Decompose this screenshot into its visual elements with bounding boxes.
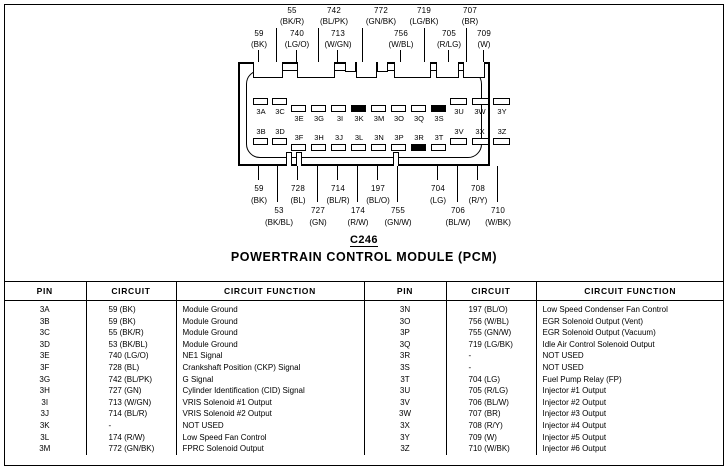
header-circuit-right: CIRCUIT bbox=[446, 282, 536, 301]
lead-line-bottom bbox=[277, 166, 278, 202]
pin-label-3T: 3T bbox=[434, 133, 444, 142]
cell-function-left: Module Ground bbox=[176, 339, 364, 351]
bottom-wire-number-714: 714 bbox=[331, 184, 345, 193]
bottom-wire-color-197: (BL/O) bbox=[366, 196, 390, 205]
cell-function-right: NOT USED bbox=[542, 351, 584, 361]
cell-function-left: Module Ground bbox=[176, 327, 364, 339]
cell-function-right: EGR Solenoid Output (Vent) bbox=[542, 316, 643, 326]
lead-line-top bbox=[362, 28, 363, 62]
connector-keyway-notch bbox=[377, 62, 388, 72]
cell-circuit-right: 705 (R/LG) bbox=[446, 385, 536, 397]
header-function-right: CIRCUIT FUNCTION bbox=[536, 282, 724, 301]
connector-keyway-notch-bottom bbox=[393, 152, 399, 166]
cell-pin-right: 3O bbox=[364, 316, 446, 328]
cell-pin-left: 3H bbox=[4, 385, 86, 397]
top-wire-number-719: 719 bbox=[417, 6, 431, 15]
cell-pin-right: 3Q bbox=[364, 339, 446, 351]
pin-label-3S: 3S bbox=[434, 114, 444, 123]
top-wire-number-742: 742 bbox=[327, 6, 341, 15]
header-pin-right: PIN bbox=[364, 282, 446, 301]
cell-circuit-right: 756 (W/BL) bbox=[446, 316, 536, 328]
bottom-wire-color-728: (BL) bbox=[290, 196, 306, 205]
pin-label-3Q: 3Q bbox=[413, 114, 424, 123]
cell-pin-left: 3E bbox=[4, 350, 86, 362]
lead-line-top bbox=[424, 28, 425, 62]
cell-function-left: VRIS Solenoid #1 Output bbox=[176, 397, 364, 409]
table-row bbox=[4, 316, 724, 328]
cell-function-left: Cylinder Identification (CID) Signal bbox=[176, 385, 364, 397]
table-body bbox=[4, 301, 724, 455]
top-wire-color-713: (W/GN) bbox=[324, 40, 352, 49]
cell-circuit-left: - bbox=[86, 420, 176, 432]
lead-line-top bbox=[276, 28, 277, 62]
pin-label-3U: 3U bbox=[454, 107, 464, 116]
pin-label-3H: 3H bbox=[314, 133, 324, 142]
cell-function-right: Injector #4 Output bbox=[542, 420, 607, 430]
lead-line-bottom bbox=[297, 166, 298, 180]
cavity-3X bbox=[472, 138, 489, 145]
cell-pin-right: 3U bbox=[364, 385, 446, 397]
cavity-3K bbox=[351, 105, 366, 112]
cavity-3J bbox=[331, 144, 346, 151]
pin-label-3C: 3C bbox=[275, 107, 285, 116]
pin-label-3D: 3D bbox=[275, 127, 285, 136]
cavity-3V bbox=[450, 138, 467, 145]
cavity-3S bbox=[431, 105, 446, 112]
cell-function-left: Module Ground bbox=[176, 301, 364, 316]
cavity-3P bbox=[391, 144, 406, 151]
cavity-3C bbox=[272, 98, 287, 105]
lead-line-bottom bbox=[497, 166, 498, 202]
table-row bbox=[4, 385, 724, 397]
cell-circuit-left: 55 (BK/R) bbox=[86, 327, 176, 339]
cell-pin-right: 3W bbox=[364, 408, 446, 420]
pin-label-3R: 3R bbox=[414, 133, 424, 142]
cell-pin-right: 3T bbox=[364, 374, 446, 386]
lead-line-bottom bbox=[258, 166, 259, 180]
table-row bbox=[4, 374, 724, 386]
table-header-row bbox=[4, 282, 724, 301]
connector-keyway-notch-bottom bbox=[286, 152, 292, 166]
cell-pin-right: 3Y bbox=[364, 432, 446, 444]
pin-label-3G: 3G bbox=[313, 114, 324, 123]
cell-circuit-left: 53 (BK/BL) bbox=[86, 339, 176, 351]
cavity-3F bbox=[291, 144, 306, 151]
cavity-3R bbox=[411, 144, 426, 151]
cell-pin-right: 3R bbox=[364, 350, 446, 362]
cavity-3O bbox=[391, 105, 406, 112]
cell-pin-left: 3F bbox=[4, 362, 86, 374]
bottom-wire-color-755: (GN/W) bbox=[384, 218, 412, 227]
cell-circuit-left: 727 (GN) bbox=[86, 385, 176, 397]
top-wire-number-709: 709 bbox=[477, 29, 491, 38]
top-wire-color-719: (LG/BK) bbox=[409, 17, 439, 26]
cell-circuit-right: 706 (BL/W) bbox=[446, 397, 536, 409]
pin-label-3Z: 3Z bbox=[497, 127, 507, 136]
pin-label-3I: 3I bbox=[336, 114, 344, 123]
pin-label-3W: 3W bbox=[474, 107, 486, 116]
connector-id-title bbox=[0, 234, 728, 246]
table-row bbox=[4, 327, 724, 339]
lead-line-bottom bbox=[337, 166, 338, 180]
pin-label-3V: 3V bbox=[454, 127, 464, 136]
cell-function-right: EGR Solenoid Output (Vacuum) bbox=[542, 328, 656, 338]
pin-label-3L: 3L bbox=[354, 133, 364, 142]
cell-pin-right: 3P bbox=[364, 327, 446, 339]
connector-keyway-notch bbox=[297, 62, 335, 78]
lead-line-bottom bbox=[477, 166, 478, 180]
cell-function-left: NOT USED bbox=[176, 420, 364, 432]
cavity-3H bbox=[311, 144, 326, 151]
cell-function-left: Module Ground bbox=[176, 316, 364, 328]
cell-pin-left: 3J bbox=[4, 408, 86, 420]
lead-line-top bbox=[258, 50, 259, 62]
bottom-wire-number-728: 728 bbox=[291, 184, 305, 193]
table-row bbox=[4, 301, 724, 316]
bottom-wire-number-197: 197 bbox=[371, 184, 385, 193]
cell-circuit-left: 174 (R/W) bbox=[86, 432, 176, 444]
connector-keyway-notch bbox=[463, 62, 485, 78]
cell-circuit-right: 707 (BR) bbox=[446, 408, 536, 420]
pin-label-3X: 3X bbox=[475, 127, 485, 136]
top-wire-color-756: (W/BL) bbox=[388, 40, 414, 49]
top-wire-number-772: 772 bbox=[374, 6, 388, 15]
cell-function-right: Injector #2 Output bbox=[542, 397, 607, 407]
cell-pin-right: 3V bbox=[364, 397, 446, 409]
cavity-3G bbox=[311, 105, 326, 112]
pin-label-3P: 3P bbox=[394, 133, 404, 142]
pin-label-3A: 3A bbox=[256, 107, 266, 116]
cell-function-left: VRIS Solenoid #2 Output bbox=[176, 408, 364, 420]
bottom-wire-color-706: (BL/W) bbox=[445, 218, 471, 227]
cell-pin-right: 3N bbox=[364, 301, 446, 316]
cell-pin-right: 3X bbox=[364, 420, 446, 432]
cell-circuit-left: 740 (LG/O) bbox=[86, 350, 176, 362]
cell-function-right: Injector #3 Output bbox=[542, 409, 607, 419]
bottom-wire-color-174: (R/W) bbox=[347, 218, 369, 227]
cell-pin-right: 3Z bbox=[364, 443, 446, 455]
cell-pin-left: 3C bbox=[4, 327, 86, 339]
cell-circuit-left: 772 (GN/BK) bbox=[86, 443, 176, 455]
cell-function-right: Fuel Pump Relay (FP) bbox=[542, 374, 622, 384]
cavity-3T bbox=[431, 144, 446, 151]
cell-circuit-right: 704 (LG) bbox=[446, 374, 536, 386]
cavity-3I bbox=[331, 105, 346, 112]
top-wire-number-713: 713 bbox=[331, 29, 345, 38]
cell-function-left: Crankshaft Position (CKP) Signal bbox=[176, 362, 364, 374]
top-wire-number-740: 740 bbox=[290, 29, 304, 38]
cell-function-right: Low Speed Condenser Fan Control bbox=[542, 305, 668, 314]
cell-circuit-left: 728 (BL) bbox=[86, 362, 176, 374]
lead-line-top bbox=[337, 50, 338, 62]
cell-function-left: G Signal bbox=[176, 374, 364, 386]
table-row bbox=[4, 350, 724, 362]
cell-circuit-left: 59 (BK) bbox=[86, 316, 176, 328]
cell-pin-left: 3B bbox=[4, 316, 86, 328]
pin-label-3F: 3F bbox=[294, 133, 304, 142]
cell-circuit-right: 710 (W/BK) bbox=[446, 443, 536, 455]
table-row bbox=[4, 420, 724, 432]
cavity-3M bbox=[371, 105, 386, 112]
top-wire-number-59: 59 bbox=[254, 29, 264, 38]
bottom-wire-number-710: 710 bbox=[491, 206, 505, 215]
cell-pin-left: 3I bbox=[4, 397, 86, 409]
connector-id-text: C246 bbox=[350, 234, 378, 246]
cell-pin-left: 3M bbox=[4, 443, 86, 455]
cell-pin-left: 3G bbox=[4, 374, 86, 386]
cell-pin-right: 3S bbox=[364, 362, 446, 374]
cell-pin-left: 3L bbox=[4, 432, 86, 444]
table-row bbox=[4, 408, 724, 420]
cavity-3B bbox=[253, 138, 268, 145]
cell-function-left: FPRC Solenoid Output bbox=[176, 443, 364, 455]
lead-line-top bbox=[400, 50, 401, 62]
top-wire-color-772: (GN/BK) bbox=[365, 17, 397, 26]
bottom-wire-color-704: (LG) bbox=[430, 196, 446, 205]
table-row bbox=[4, 362, 724, 374]
cell-function-left: Low Speed Fan Control bbox=[176, 432, 364, 444]
cavity-3E bbox=[291, 105, 306, 112]
table-row bbox=[4, 397, 724, 409]
cell-circuit-right: 197 (BL/O) bbox=[446, 301, 536, 316]
bottom-wire-number-174: 174 bbox=[351, 206, 365, 215]
pin-label-3K: 3K bbox=[354, 114, 364, 123]
bottom-wire-color-708: (R/Y) bbox=[468, 196, 488, 205]
pin-label-3O: 3O bbox=[393, 114, 404, 123]
bottom-wire-color-714: (BL/R) bbox=[326, 196, 350, 205]
connector-keyway-notch bbox=[356, 62, 377, 78]
cell-function-left: NE1 Signal bbox=[176, 350, 364, 362]
page-title: POWERTRAIN CONTROL MODULE (PCM) bbox=[230, 250, 498, 264]
cavity-3Q bbox=[411, 105, 426, 112]
header-pin-left: PIN bbox=[4, 282, 86, 301]
top-wire-color-707: (BR) bbox=[461, 17, 479, 26]
pin-label-3J: 3J bbox=[335, 133, 343, 142]
header-function-left: CIRCUIT FUNCTION bbox=[176, 282, 364, 301]
cell-circuit-right: - bbox=[446, 362, 536, 374]
connector-keyway-notch bbox=[394, 62, 431, 78]
bottom-wire-color-727: (GN) bbox=[309, 218, 327, 227]
lead-line-top bbox=[448, 50, 449, 62]
cell-function-right: Idle Air Control Solenoid Output bbox=[542, 339, 655, 349]
cavity-3N bbox=[371, 144, 386, 151]
header-circuit-left: CIRCUIT bbox=[86, 282, 176, 301]
cell-circuit-right: 719 (LG/BK) bbox=[446, 339, 536, 351]
connector-keyway-notch bbox=[253, 62, 283, 78]
top-wire-number-756: 756 bbox=[394, 29, 408, 38]
cell-function-right: Injector #1 Output bbox=[542, 386, 607, 396]
top-wire-number-705: 705 bbox=[442, 29, 456, 38]
lead-line-top bbox=[318, 28, 319, 62]
top-wire-color-59: (BK) bbox=[251, 40, 267, 49]
cell-circuit-left: 713 (W/GN) bbox=[86, 397, 176, 409]
bottom-wire-number-727: 727 bbox=[311, 206, 325, 215]
top-wire-number-707: 707 bbox=[463, 6, 477, 15]
top-wire-number-55: 55 bbox=[287, 6, 297, 15]
cell-function-right: NOT USED bbox=[542, 362, 584, 372]
cell-pin-left: 3D bbox=[4, 339, 86, 351]
top-wire-color-709: (W) bbox=[477, 40, 491, 49]
cell-circuit-right: - bbox=[446, 350, 536, 362]
pin-label-3B: 3B bbox=[256, 127, 266, 136]
bottom-wire-number-704: 704 bbox=[431, 184, 445, 193]
lead-line-top bbox=[466, 28, 467, 62]
pin-label-3E: 3E bbox=[294, 114, 304, 123]
top-wire-color-740: (LG/O) bbox=[284, 40, 310, 49]
table-row bbox=[4, 339, 724, 351]
pin-label-3Y: 3Y bbox=[497, 107, 507, 116]
bottom-wire-color-53: (BK/BL) bbox=[264, 218, 293, 227]
bottom-wire-number-708: 708 bbox=[471, 184, 485, 193]
cavity-3A bbox=[253, 98, 268, 105]
top-wire-color-742: (BL/PK) bbox=[319, 17, 348, 26]
lead-line-top bbox=[483, 50, 484, 62]
connector-keyway-notch bbox=[436, 62, 459, 78]
cell-circuit-left: 742 (BL/PK) bbox=[86, 374, 176, 386]
lead-line-bottom bbox=[377, 166, 378, 180]
cavity-3L bbox=[351, 144, 366, 151]
cell-pin-left: 3K bbox=[4, 420, 86, 432]
cell-function-right: Injector #6 Output bbox=[542, 444, 607, 454]
lead-line-bottom bbox=[457, 166, 458, 202]
cell-circuit-right: 708 (R/Y) bbox=[446, 420, 536, 432]
bottom-wire-number-755: 755 bbox=[391, 206, 405, 215]
bottom-wire-color-59: (BK) bbox=[251, 196, 267, 205]
pin-assignment-table bbox=[4, 281, 724, 466]
top-wire-color-705: (R/LG) bbox=[437, 40, 461, 49]
pin-label-3N: 3N bbox=[374, 133, 384, 142]
cell-pin-left: 3A bbox=[4, 301, 86, 316]
cavity-3Z bbox=[493, 138, 510, 145]
top-wire-color-55: (BK/R) bbox=[280, 17, 304, 26]
table-row bbox=[4, 443, 724, 455]
cell-circuit-right: 709 (W) bbox=[446, 432, 536, 444]
cavity-3D bbox=[272, 138, 287, 145]
cavity-3Y bbox=[493, 98, 510, 105]
cell-circuit-left: 59 (BK) bbox=[86, 301, 176, 316]
bottom-wire-number-59: 59 bbox=[254, 184, 264, 193]
pin-label-3M: 3M bbox=[373, 114, 385, 123]
cell-circuit-left: 714 (BL/R) bbox=[86, 408, 176, 420]
cell-function-right: Injector #5 Output bbox=[542, 432, 607, 442]
lead-line-bottom bbox=[437, 166, 438, 180]
table-row bbox=[4, 432, 724, 444]
bottom-wire-number-53: 53 bbox=[274, 206, 284, 215]
cell-circuit-right: 755 (GN/W) bbox=[446, 327, 536, 339]
cavity-3W bbox=[472, 98, 489, 105]
connector-keyway-notch-bottom bbox=[296, 152, 302, 166]
lead-line-top bbox=[296, 50, 297, 62]
bottom-wire-number-706: 706 bbox=[451, 206, 465, 215]
connector-keyway-notch bbox=[345, 62, 356, 72]
bottom-wire-color-710: (W/BK) bbox=[485, 218, 511, 227]
cavity-3U bbox=[450, 98, 467, 105]
